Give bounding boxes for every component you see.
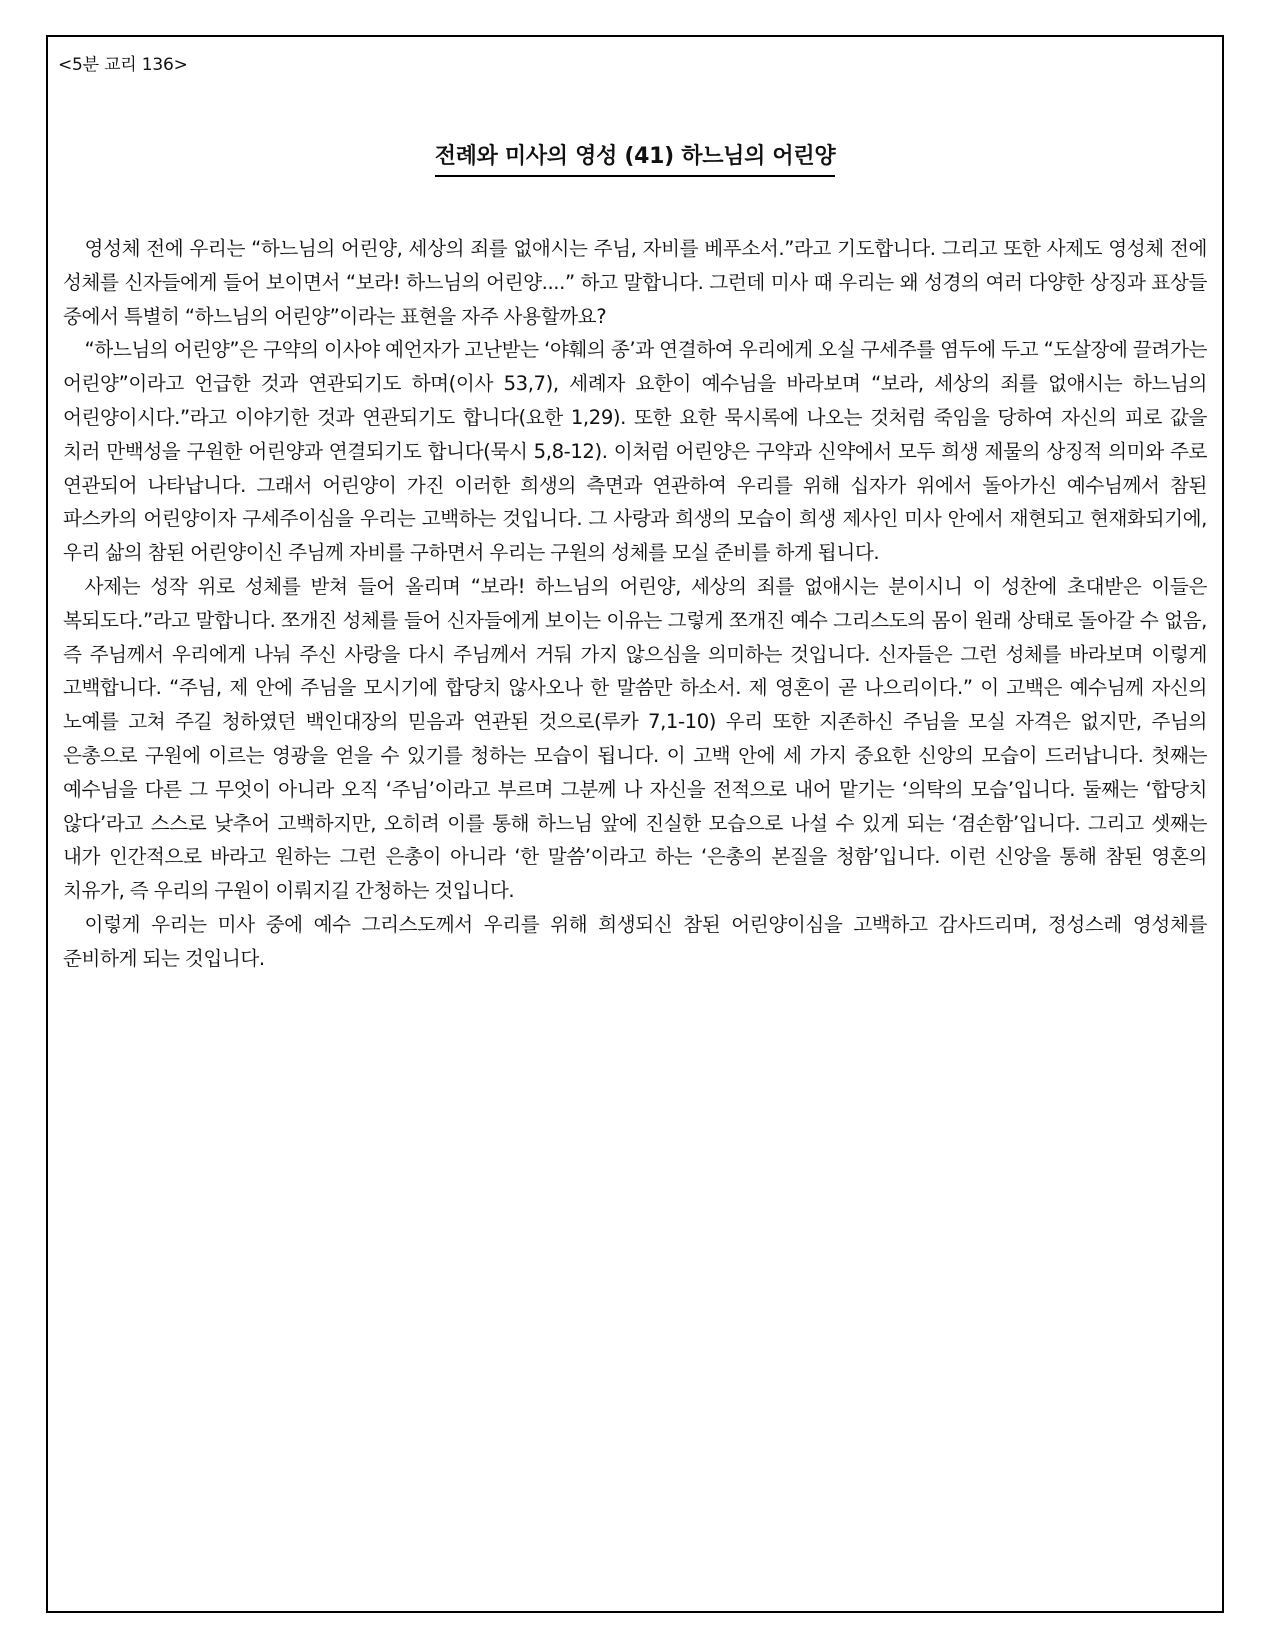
document-title: 전례와 미사의 영성 (41) 하느님의 어린양: [435, 141, 836, 177]
title-container: [48, 141, 1222, 177]
paragraph-2: “하느님의 어린양”은 구약의 이사야 예언자가 고난받는 ‘야훼의 종’과 연결하여 우리에게 오실 구세주를 염두에 두고 “도살장에 끌려가는 어린양”이라고 언급한 것과 연관되기도 하며(이사 53,7), 세례자 요한이 예수님을 바라보며 “보라, 세상의 죄를 없애시는 하느님의 어린양이시다.”라고 이야기한 것과 연관되기도 합니다(요한 1,29). 또한 요한 묵시록에 나오는 것처럼 죽임을 당하여 자신의 피로 값을 치러 만백성을 구원한 어린양과 연결되기도 합니다(묵시 5,8-12). 이처럼 어린양은 구약과 신약에서 모두 희생 제물의 상징적 의미와 주로 연관되어 나타납니다. 그래서 어린양이 가진 이러한 희생의 측면과 연관하여 우리를 위해 십자가 위에서 돌아가신 예수님께서 참된 파스카의 어린양이자 구세주이심을 우리는 고백하는 것입니다. 그 사랑과 희생의 모습이 희생 제사인 미사 안에서 재현되고 현재화되기에, 우리 삶의 참된 어린양이신 주님께 자비를 구하면서 우리는 구원의 성체를 모실 준비를 하게 됩니다.: [63, 338, 1207, 565]
page-frame: [46, 35, 1224, 1613]
paragraph-3: 사제는 성작 위로 성체를 받쳐 들어 올리며 “보라! 하느님의 어린양, 세상의 죄를 없애시는 분이시니 이 성찬에 초대받은 이들은 복되도다.”라고 말합니다. 쪼개진 성체를 들어 신자들에게 보이는 이유는 그렇게 쪼개진 예수 그리스도의 몸이 원래 상태로 돌아갈 수 없음, 즉 주님께서 우리에게 나눠 주신 사랑을 다시 주님께서 거둬 가지 않으심을 의미하는 것입니다. 신자들은 그런 성체를 바라보며 이렇게 고백합니다. “주님, 제 안에 주님을 모시기에 합당치 않사오나 한 말씀만 하소서. 제 영혼이 곧 나으리이다.” 이 고백은 예수님께 자신의 노예를 고쳐 주길 청하였던 백인대장의 믿음과 연관된 것으로(루카 7,1-10) 우리 또한 지존하신 주님을 모실 자격은 없지만, 주님의 은총으로 구원에 이르는 영광을 얻을 수 있기를 청하는 모습이 됩니다. 이 고백 안에 세 가지 중요한 신앙의 모습이 드러납니다. 첫째는 예수님을 다른 그 무엇이 아니라 오직 ‘주님’이라고 부르며 그분께 나 자신을 전적으로 내어 맡기는 ‘의탁의 모습’입니다. 둘째는 ‘합당치 않다’라고 스스로 낮추어 고백하지만, 오히려 이를 통해 하느님 앞에 진실한 모습으로 나설 수 있게 되는 ‘겸손함’입니다. 그리고 셋째는 내가 인간적으로 바라고 원하는 그런 은총이 아니라 ‘한 말씀’이라고 하는 ‘은총의 본질을 청함’입니다. 이런 신앙을 통해 참된 영혼의 치유가, 즉 우리의 구원이 이뤄지길 간청하는 것입니다.: [63, 574, 1207, 903]
body-text: [63, 232, 1207, 976]
paragraph-1: 영성체 전에 우리는 “하느님의 어린양, 세상의 죄를 없애시는 주님, 자비를 베푸소서.”라고 기도합니다. 그리고 또한 사제도 영성체 전에 성체를 신자들에게 들어 보이면서 “보라! 하느님의 어린양....” 하고 말합니다. 그런데 미사 때 우리는 왜 성경의 여러 다양한 상징과 표상들 중에서 특별히 “하느님의 어린양”이라는 표현을 자주 사용할까요?: [63, 237, 1207, 328]
paragraph-4: 이렇게 우리는 미사 중에 예수 그리스도께서 우리를 위해 희생되신 참된 어린양이심을 고백하고 감사드리며, 정성스레 영성체를 준비하게 되는 것입니다.: [63, 912, 1207, 970]
series-label: <5분 교리 136>: [58, 55, 188, 75]
